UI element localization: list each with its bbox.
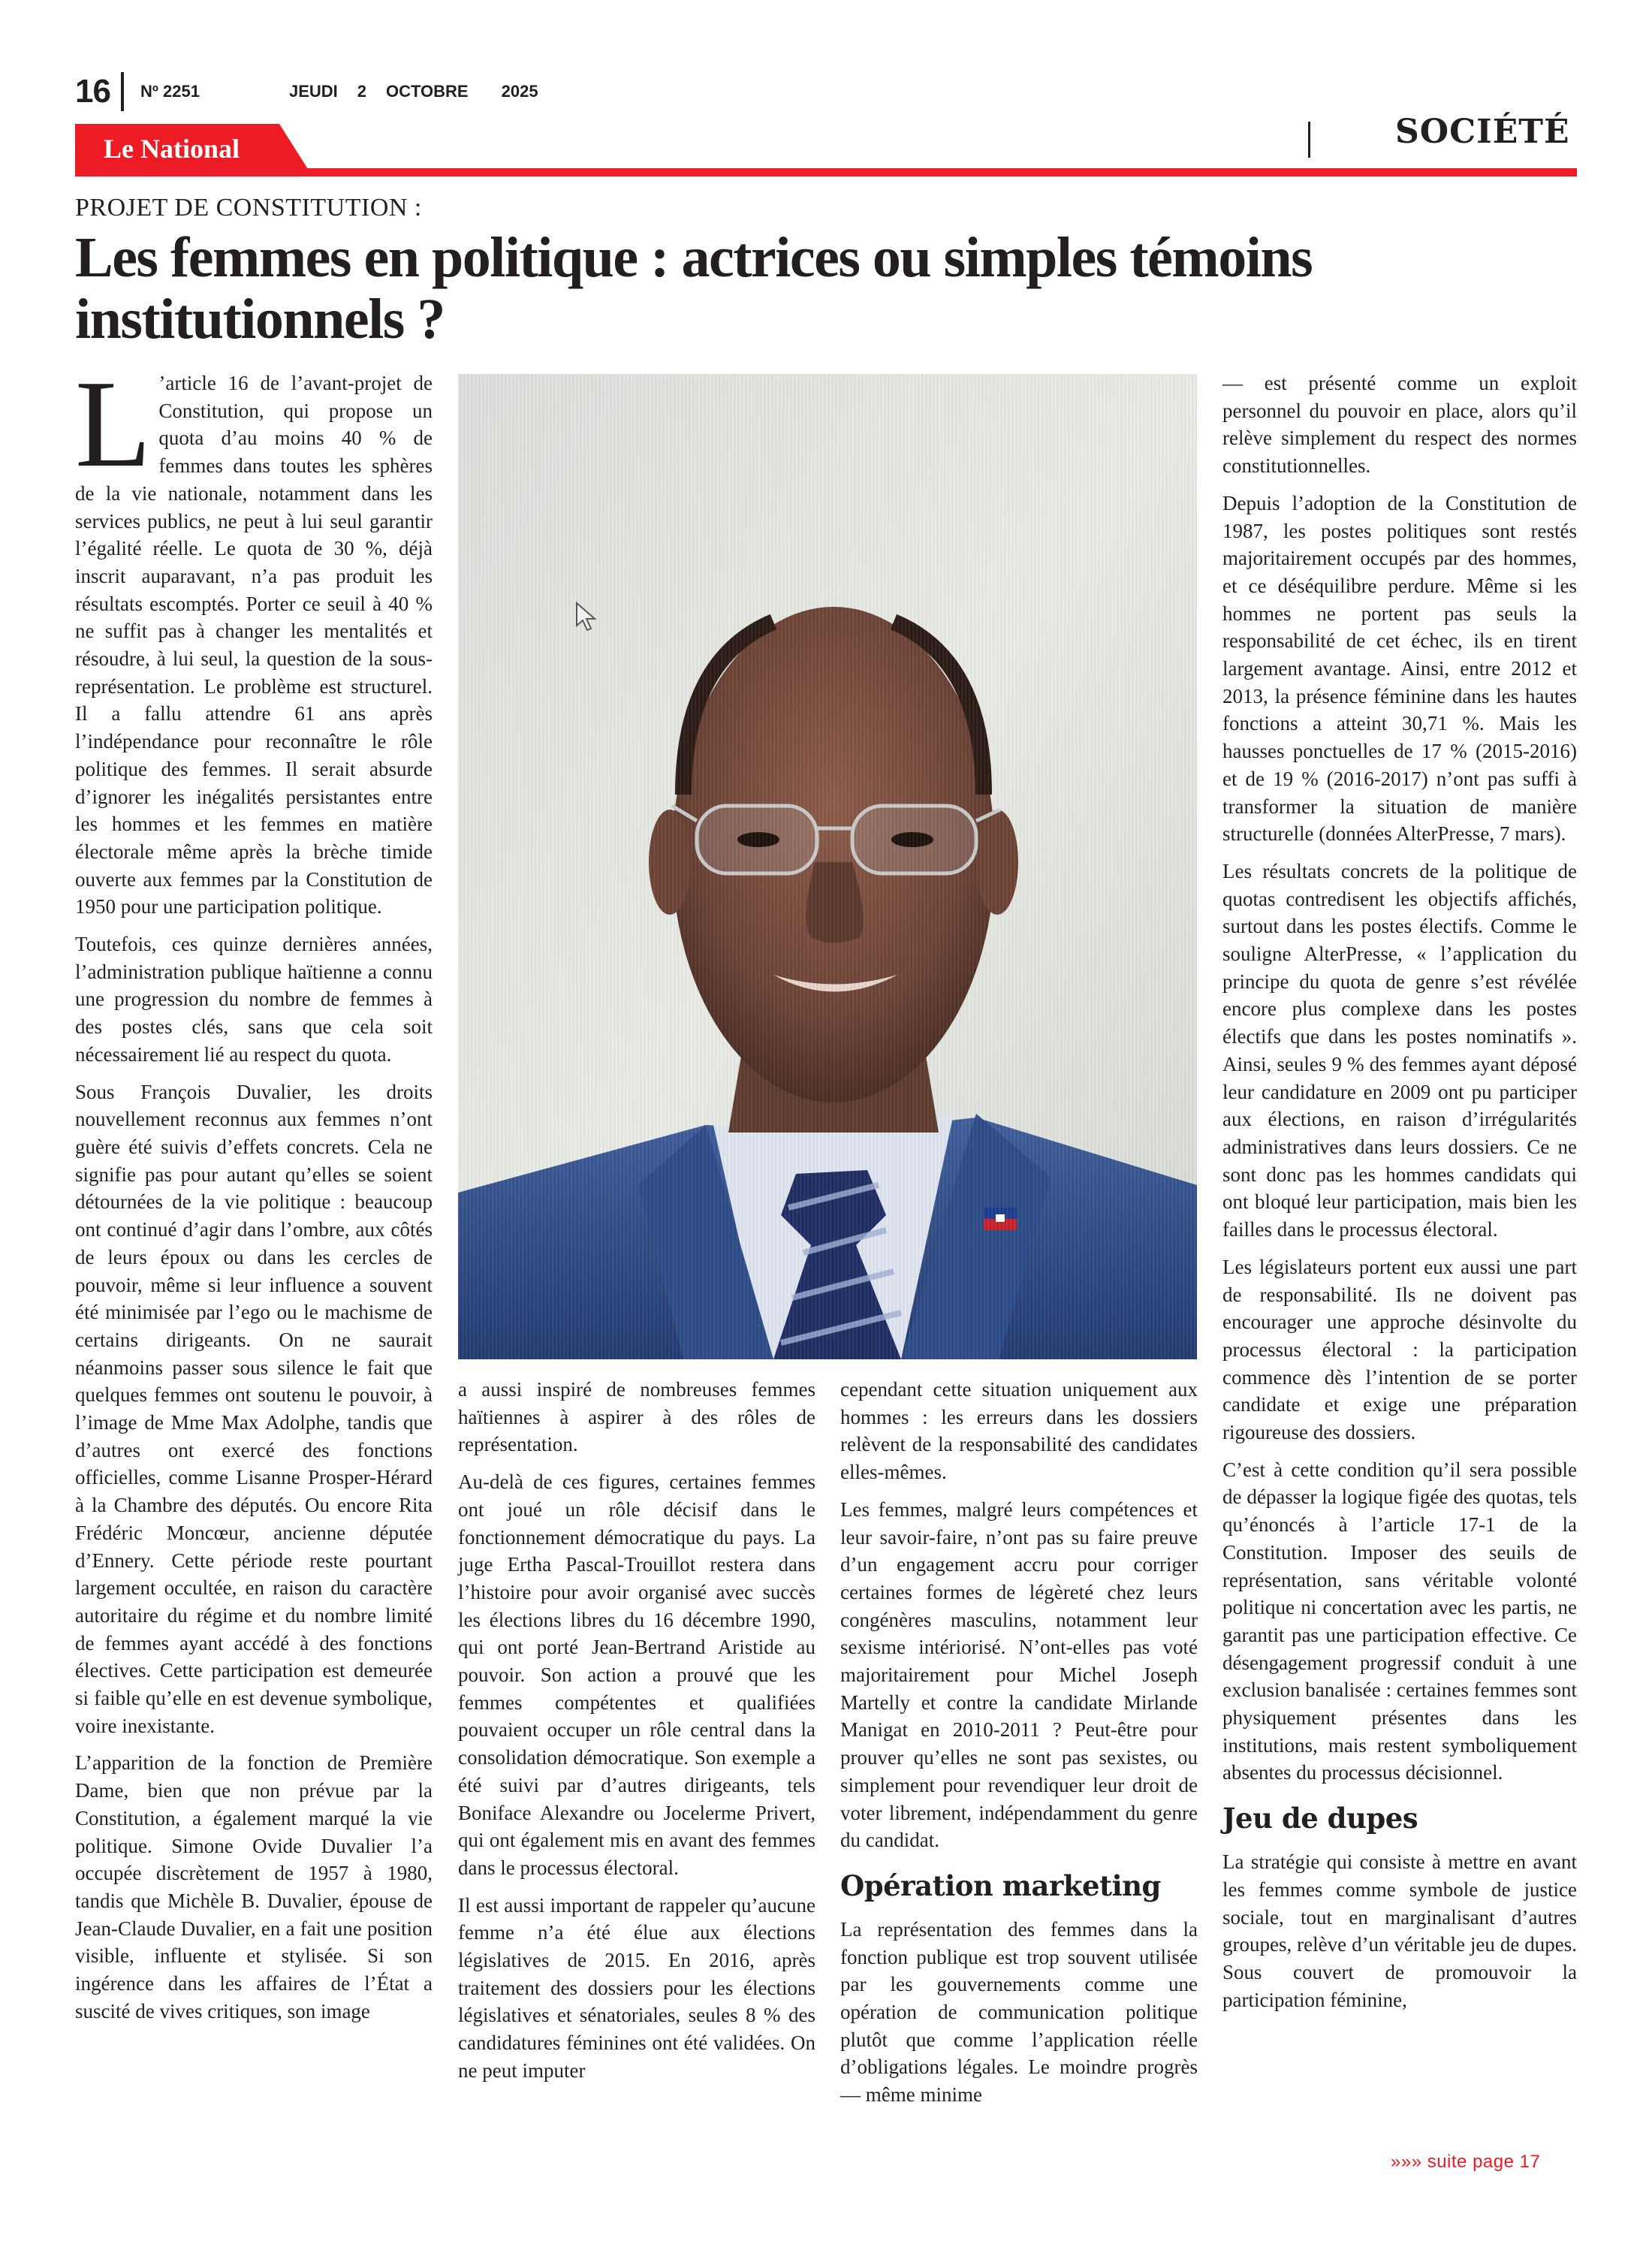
drop-cap: L	[75, 354, 152, 493]
article-column-2	[458, 1376, 815, 2095]
paragraph: Au-delà de ces figures, certaines femmes ont joué un rôle décisif dans le fonctionnement démocratique du pays. La juge Ertha Pascal-Trouillot restera dans l’histoire pour avoir organisé avec succès les élections libres du 16 décembre 1990, qui ont porté Jean-Bertrand Aristide au pouvoir. Son action a prouvé que les femmes compétentes et qualifiées pouvaient occuper un rôle central dans la consolidation démocratique. Son exemple a été suivi par d’autres dirigeants, tels Boniface Alexandre ou Jocelerme Privert, qui ont également mis en avant des femmes dans le processus électoral.	[458, 1470, 815, 1879]
brand-logo: Le National	[104, 134, 240, 164]
paragraph	[75, 354, 433, 921]
continued-on-page-link[interactable]: »»» suite page 17	[1391, 2152, 1541, 2172]
issue-date	[140, 82, 538, 101]
paragraph: Les femmes, malgré leurs compétences et leur savoir-faire, n’ont pas su faire preuve d’un engagement accru pour corriger certaines formes de légèreté chez leurs congénères masculins, notamment leur sexisme intériorisé. N’ont-elles pas voté majoritairement pour Michel Joseph Martelly et contre la candidate Mirlande Manigat en 2010-2011 ? Peut-être pour prouver qu’elles ne sont pas sexistes, ou simplement pour revendiquer leur droit de voter librement, indépendamment du genre du candidat.	[840, 1497, 1198, 1852]
paragraph: Il est aussi important de rappeler qu’aucune femme n’a été élue aux élections législatives de 2015. En 2016, après traitement des dossiers pour les élections législatives et sénatoriales, seules 8 % des candidatures féminines ont été validées. On ne peut imputer	[458, 1893, 815, 2082]
weekday: JEUDI	[288, 82, 338, 101]
section-divider	[1308, 122, 1310, 158]
paragraph: La stratégie qui consiste à mettre en avant les femmes comme symbole de justice sociale, tout en marginalisant d’autres groupes, relève d’un véritable jeu de dupes. Sous couvert de promouvoir la participation féminine,	[1222, 1850, 1577, 2011]
subheading-marketing: Opération marketing	[840, 1868, 1161, 1902]
subheading-dupes: Jeu de dupes	[1222, 1802, 1418, 1835]
paragraph: Depuis l’adoption de la Constitution de 1987, les postes politiques sont restés majoritairement occupés par des hommes, et ce déséquilibre perdure. Même si les hommes ne portent pas seuls la responsabilité de cet échec, ils en tirent largement avantage. Ainsi, entre 2012 et 2013, la présence féminine dans les hautes fonctions a atteint 30,71 %. Mais les hausses ponctuelles de 17 % (2015-2016) et de 19 % (2016-2017) n’ont pas suffi à transformer la situation de manière structurelle (données AlterPresse, 7 mars).	[1222, 491, 1577, 846]
date-month: OCTOBRE	[386, 82, 469, 101]
paragraph: cependant cette situation uniquement aux hommes : les erreurs dans les dossiers relèvent de la responsabilité des candidates elles-mêmes.	[840, 1378, 1198, 1484]
article-kicker: PROJET DE CONSTITUTION :	[75, 194, 422, 222]
portrait-image	[458, 374, 1197, 1359]
paragraph: L’apparition de la fonction de Première Dame, bien que non prévue par la Constitution, a également marqué la vie politique. Simone Ovide Duvalier l’a occupée discrètement de 1957 à 1980, tandis que Michèle B. Duvalier, épouse de Jean-Claude Duvalier, en a fait une position visible, influente et stylisée. Si son ingérence dans les affaires de l’État a suscité de vives critiques, son image	[75, 1751, 433, 2022]
folio-divider	[121, 72, 124, 111]
paragraph-text: ’article 16 de l’avant-projet de Constitution, qui propose un quota d’au moins 40 % de femmes dans toutes les sphères de la vie nationale, notamment dans les services publics, ne peut à lui seul garantir l’égalité réelle. Le quota de 30 %, déjà inscrit auparavant, n’a pas produit les résultats escomptés. Porter ce seuil à 40 % ne suffit pas à changer les mentalités et résoudre, à lui seul, la question de la sous-représentation. Le problème est structurel. Il a fallu attendre 61 ans après l’indépendance pour reconnaître le rôle politique des femmes. Il serait absurde d’ignorer les inégalités persistantes entre les hommes et les femmes en matière électorale même après la brèche timide ouverte aux femmes par la Constitution de 1950 pour une participation politique.	[75, 372, 433, 918]
article-column-4	[1222, 369, 1577, 2023]
paragraph: Toutefois, ces quinze dernières années, l’administration publique haïtienne a connu une progression du nombre de femmes à des postes clés, sans que cela soit nécessairement lié au respect du quota.	[75, 933, 433, 1066]
paragraph: — est présenté comme un exploit personnel du pouvoir en place, alors qu’il relève simplement du respect des normes constitutionnelles.	[1222, 372, 1577, 478]
section-label: SOCIÉTÉ	[1395, 113, 1570, 151]
paragraph: Les législateurs portent eux aussi une part de responsabilité. Ils ne doivent pas encourager une approche désinvolte du processus électoral : la participation commence dès l’intention de se porter candidate et exige une préparation rigoureuse des dossiers.	[1222, 1255, 1577, 1444]
article-column-1	[75, 354, 433, 2034]
paragraph: Sous François Duvalier, les droits nouvellement reconnus aux femmes n’ont guère été suivis d’effets concrets. Cela ne signifie pas pour autant qu’elles se soient détournées de la vie politique : beaucoup ont continué d’agir dans l’ombre, aux côtés de leurs époux ou dans les cercles de pouvoir, même si leur influence a souvent été minimisée par l’ego ou le machisme de certains dirigeants. On ne saurait néanmoins passer sous silence le fait que quelques femmes ont soutenu le pouvoir, à l’image de Mme Max Adolphe, tandis que d’autres ont exercé des fonctions officielles, comme Lisanne Prosper-Hérard à la Chambre des députés. Ou encore Rita Frédéric Moncœur, ancienne députée d’Ennery. Cette période reste pourtant largement occultée, en raison du caractère autoritaire du régime et du nombre limité de femmes ayant accédé à des fonctions électives. Cette participation est demeurée si faible qu’elle en est devenue symbolique, voire inexistante.	[75, 1080, 433, 1737]
article-column-3	[840, 1376, 1198, 2119]
article-headline: Les femmes en politique : actrices ou simples témoins institutionnels ?	[75, 226, 1313, 351]
article-photo	[458, 374, 1197, 1359]
date-day: 2	[357, 82, 366, 101]
masthead-band	[75, 124, 1577, 176]
page-number: 16	[75, 73, 110, 110]
issue-number: Nº 2251	[140, 82, 200, 101]
date-year: 2025	[501, 82, 538, 101]
folio-line	[75, 69, 538, 114]
paragraph: La représentation des femmes dans la fonction publique est trop souvent utilisée par les gouvernements comme une opération de communication politique plutôt que comme l’application réelle d’obligations légales. Le moindre progrès — même minime	[840, 1917, 1198, 2107]
paragraph: a aussi inspiré de nombreuses femmes haïtiennes à aspirer à des rôles de représentation.	[458, 1378, 815, 1456]
paragraph: C’est à cette condition qu’il sera possible de dépasser la logique figée des quotas, tels qu’énoncés à l’article 17-1 de la Constitution. Imposer des seuils de représentation, sans véritable volonté politique ni concertation avec les partis, ne garantit pas une participation effective. Ce désengagement progressif conduit à une exclusion banalisée : certaines femmes sont physiquement présentes dans les institutions, mais restent symboliquement absentes du processus décisionnel.	[1222, 1458, 1577, 1784]
paragraph: Les résultats concrets de la politique de quotas contredisent les objectifs affichés, surtout dans les postes électifs. Comme le souligne AlterPresse, « l’application du principe du quota de genre s’est révélée encore plus complexe dans les postes électifs que dans les postes nominatifs ». Ainsi, seules 9 % des femmes ayant déposé leur candidature en 2009 ont pu participer aux élections, en raison d’irrégularités administratives dans leurs dossiers. Ce ne sont donc pas les hommes candidats qui ont bloqué leur participation, mais bien les failles dans le processus électoral.	[1222, 859, 1577, 1241]
